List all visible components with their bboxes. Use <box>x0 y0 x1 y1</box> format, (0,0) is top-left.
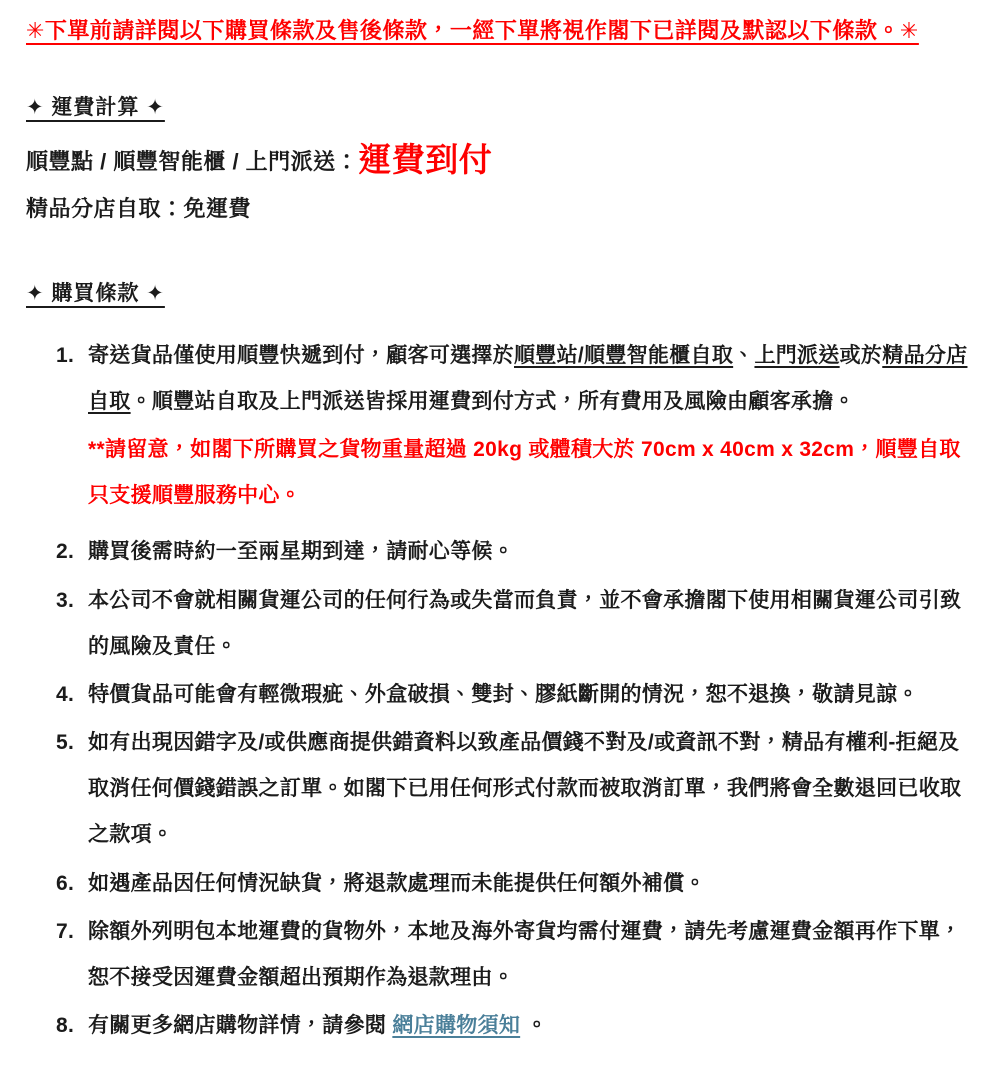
text-segment: 。 <box>520 1014 548 1038</box>
text-segment: 如遇產品因任何情況缺貨，將退款處理而未能提供任何額外補償。 <box>88 871 706 895</box>
terms-item <box>26 578 973 670</box>
item-number: 4. <box>56 682 75 706</box>
item-number: 7. <box>56 919 75 943</box>
terms-item <box>26 720 973 859</box>
item-text <box>88 720 973 859</box>
text-segment: 、 <box>733 343 755 367</box>
item-text <box>88 578 973 670</box>
text-segment: 寄送貨品僅使用順豐快遞到付，顧客可選擇於 <box>88 343 514 367</box>
item-number: 1. <box>56 343 75 367</box>
text-segment: 有關更多網店購物詳情，請參閱 <box>88 1014 393 1038</box>
text-segment: 除額外列明包本地運費的貨物外，本地及海外寄貨均需付運費，請先考慮運費金額再作下單，恕不接受因運費金額超出預期作為退款理由。 <box>88 919 962 990</box>
shipping-methods-line <box>26 140 973 178</box>
item-text <box>88 529 973 575</box>
terms-item <box>26 1003 973 1049</box>
item-text <box>88 909 973 1001</box>
terms-item <box>26 672 973 718</box>
item-number: 8. <box>56 1014 75 1038</box>
text-segment: 。順豐站自取及上門派送皆採用運費到付方式，所有費用及風險由顧客承擔。 <box>130 389 855 413</box>
shipping-methods-label: 順豐點 / 順豐智能櫃 / 上門派送： <box>26 148 359 174</box>
text-segment: 購買後需時約一至兩星期到達，請耐心等候。 <box>88 540 514 564</box>
terms-list <box>26 333 973 1050</box>
item-text <box>88 1003 973 1049</box>
terms-section-heading: ✦ 購買條款 ✦ <box>26 281 165 305</box>
top-notice: ✳下單前請詳閱以下購買條款及售後條款，一經下單將視作閣下已詳閱及默認以下條款。✳ <box>26 18 919 43</box>
item-number: 6. <box>56 871 75 895</box>
text-segment: 或於 <box>839 343 883 367</box>
terms-item <box>26 909 973 1001</box>
underlined-text: 順豐站/順豐智能櫃自取 <box>514 343 734 367</box>
terms-item <box>26 529 973 575</box>
text-segment: 如有出現因錯字及/或供應商提供錯資料以致產品價錢不對及/或資訊不對，精品有權利-拒絕及取消任何價錢錯誤之訂單。如閣下已用任何形式付款而被取消訂單，我們將會全數退回已收取之款項。 <box>88 731 962 847</box>
shipping-section-heading: ✦ 運費計算 ✦ <box>26 95 165 119</box>
item-text <box>88 861 973 907</box>
store-pickup-line: 精品分店自取：免運費 <box>26 195 252 221</box>
item-text <box>88 333 973 528</box>
item-number: 3. <box>56 588 75 612</box>
terms-item <box>26 333 973 528</box>
shop-guide-link[interactable]: 網店購物須知 <box>392 1014 521 1038</box>
item-text <box>88 672 973 718</box>
text-segment: 特價貨品可能會有輕微瑕疵、外盒破損、雙封、膠紙斷開的情況，恕不退換，敬請見諒。 <box>88 682 919 706</box>
text-segment: 本公司不會就相關貨運公司的任何行為或失當而負責，並不會承擔閣下使用相關貨運公司引致的風險及責任。 <box>88 588 962 658</box>
item-number: 2. <box>56 540 75 564</box>
underlined-text: 上門派送 <box>754 343 840 367</box>
underlined-text: 精品分店自取 <box>88 343 968 413</box>
shipping-cod-value: 運費到付 <box>358 140 493 178</box>
terms-item <box>26 861 973 907</box>
item-number: 5. <box>56 731 75 755</box>
weight-limit-note: **請留意，如閣下所購買之貨物重量超過 20kg 或體積大於 70cm x 40cm x 32cm，順豐自取只支援順豐服務中心。 <box>88 437 961 508</box>
